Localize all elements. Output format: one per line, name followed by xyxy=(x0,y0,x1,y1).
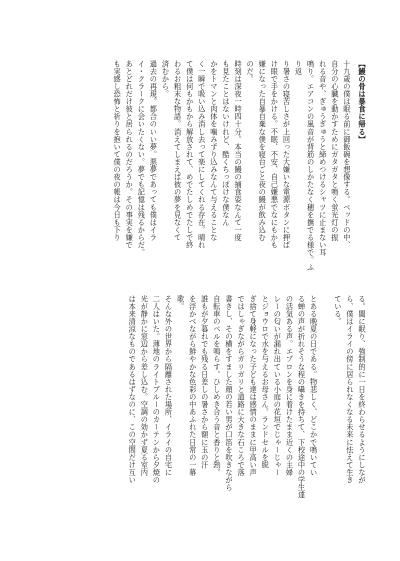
text-line: 時刻は深夜一時四十分。本当の鰻の捕食姿なんて一度 xyxy=(234,60,244,242)
text-line: そんな外の世界から隔離された場所、イライの自宅に xyxy=(164,295,174,477)
text-line: 自転車のベルを鳴らす。ひしめき合う音と香りと熱。 xyxy=(212,295,222,477)
text-line: ではしゃぎながらガリガリと道路に大きな石ころで落 xyxy=(237,295,247,477)
chapter-title: 【鰻の骨は暴食に帰る】 xyxy=(358,60,367,144)
text-line: も実感し恐怖と祈りを抱いて僕の夜の帳は今日も下り xyxy=(113,60,123,242)
blank-line xyxy=(320,295,332,517)
text-line: り暑さの寝苦しさが上回った大嫌いな電源ボタンに押ば xyxy=(282,60,292,249)
text-line: かをトマンと肉体を噛みずり込みなんて与えることな xyxy=(209,60,219,242)
text-line: 嫌になった自暴自棄な僕を寝台ごと夜の鰻が飲み込む xyxy=(258,60,268,242)
text-line: わるお粗末な物語。消えてしまえば彼の夢を見なくて xyxy=(173,60,183,242)
text-line: も見たことはないけれど、酷くちっぽけな僕なん xyxy=(221,60,231,227)
text-line: る。闇に眠り、強制的に一日を終わらせるようにしなが xyxy=(358,295,367,484)
text-line: ら、僕はイライの傍に居られなくなる未来に怯えて生き xyxy=(345,295,355,484)
text-line: とジョウロで水を与えるお母さん。ランドセルを脱 xyxy=(261,295,271,469)
text-line: のだ。 xyxy=(246,60,256,83)
text-line: 二人はいた。薄地のライトブルーのカーテンから夕焼の xyxy=(152,295,162,484)
text-line: を浮かべながら鮮やかな色彩の中あふれた日常の一幕 xyxy=(188,295,198,477)
text-line: イ・クラークに会いたくない。夢でも記憶は残るからだ。 xyxy=(137,60,147,257)
text-line: 過去の再現。都合のいい夢。悪夢であっても僕はイラ xyxy=(149,60,159,242)
upper-text-block xyxy=(32,60,368,274)
text-line: は本来清涼なものであるはずなのに、この空間だけ互い xyxy=(128,295,138,484)
text-line: 鳴り。エアコンの風音が背筋のしかたなく穂を撫でる様で。ふり返 xyxy=(294,60,316,272)
text-line: 済むから。 xyxy=(161,60,171,98)
text-line: ぎ捨て身軽になった子ども達は感情のままに甲高い声 xyxy=(249,295,259,477)
text-line: レーの匂いが漏れ出ている小庭の花垣でじゃーじゃー xyxy=(273,295,283,477)
text-line: け眼で手をかける。不眠、不安、自己嫌悪でなにもかも xyxy=(270,60,280,249)
text-line: る蝉の声が折れそうな程の囁きを持ちて、下校途中の学生達 xyxy=(297,295,307,499)
text-line: く一瞬で吸い込み消し去って楽にしてくれる存在。晴れ xyxy=(197,60,207,249)
text-line: れる音や、ぎゅうぎゅうと締めつけるシャツに止まない耳 xyxy=(318,60,328,257)
text-line: 光が静かに窓辺から差し込む。空調の効かず夏る室内 xyxy=(140,295,150,477)
text-line: とある晩夏の日である。物悲しく、どこかで鳴いてい xyxy=(309,295,319,477)
text-line: て僕は何もかもから解放されて、めでたしめでたしで終 xyxy=(185,60,195,249)
text-line: あとどれだけ彼と居られるのだろうか。その事実を嫌で xyxy=(125,60,135,249)
text-line: ている。 xyxy=(333,295,343,326)
text-line: 歌。 xyxy=(176,295,186,311)
text-line: 自分の心臓を動かすためにガタガタと鳴く蛍光灯の振 xyxy=(330,60,340,242)
text-line: 十九歳の僕は眠る前に御飯碗を想像する。ベッドの中、 xyxy=(342,60,352,249)
text-line: の活気ある声。エプロンを身に着けたまま近くの主婦 xyxy=(285,295,295,477)
text-line: 書きし、その横をすました顔の若い男が口笛を吹きながら xyxy=(224,295,234,492)
lower-text-block xyxy=(32,295,368,517)
text-line: 誰もが夕暮れでも残る日差しの暑さから額に玉の汗 xyxy=(200,295,210,469)
